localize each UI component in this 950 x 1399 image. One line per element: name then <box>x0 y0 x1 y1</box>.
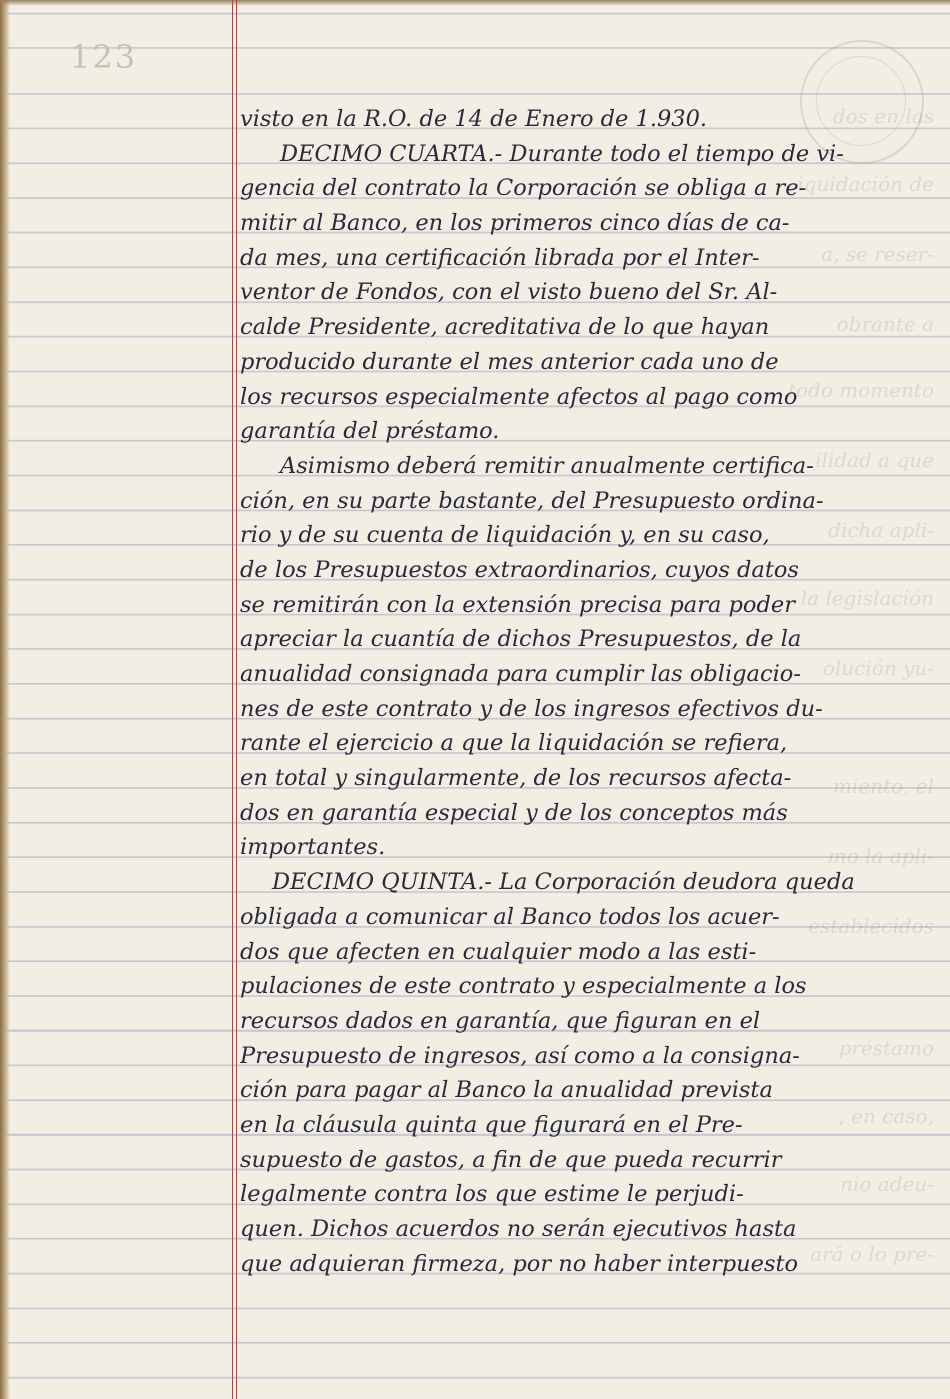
text-line: se remitirán con la extensión precisa para poder <box>240 591 795 618</box>
text-line: gencia del contrato la Corporación se obliga a re- <box>240 175 807 202</box>
text-line: anualidad consignada para cumplir las obligacio- <box>240 661 801 687</box>
text-line: rio y de su cuenta de liquidación y, en su caso, <box>240 522 770 549</box>
page-number: 123 <box>70 38 138 76</box>
text-line: garantía del préstamo. <box>240 418 500 445</box>
text-line: quen. Dichos acuerdos no serán ejecutivos hasta <box>240 1216 797 1242</box>
text-line: importantes. <box>240 834 386 861</box>
text-line: ción para pagar al Banco la anualidad prevista <box>240 1077 773 1104</box>
text-line: da mes, una certificación librada por el Inter- <box>240 244 760 271</box>
text-line: los recursos especialmente afectos al pago como <box>240 383 798 410</box>
text-line: que adquieran firmeza, por no haber interpuesto <box>240 1250 799 1277</box>
text-line: producido durante el mes anterior cada uno de <box>240 348 779 375</box>
text-line: visto en la R.O. de 14 de Enero de 1.930. <box>240 106 708 132</box>
text-line: ción, en su parte bastante, del Presupuesto ordina- <box>240 487 824 514</box>
margin-rule-right <box>236 0 237 1399</box>
text-line: nes de este contrato y de los ingresos efectivos du- <box>240 695 823 722</box>
text-line: de los Presupuestos extraordinarios, cuyos datos <box>240 556 799 583</box>
margin-rule-left <box>232 0 233 1399</box>
text-line: dos en garantía especial y de los conceptos más <box>240 799 788 826</box>
text-line: calde Presidente, acreditativa de lo que hayan <box>240 314 770 341</box>
text-line: en total y singularmente, de los recursos afecta- <box>240 765 792 792</box>
text-line: en la cláusula quinta que figurará en el Pre- <box>240 1111 743 1138</box>
text-line: supuesto de gastos, a fin de que pueda recurrir <box>240 1146 782 1173</box>
text-line: rante el ejercicio a que la liquidación se refiera, <box>240 730 788 757</box>
text-line: recursos dados en garantía, que figuran en el <box>240 1007 761 1034</box>
text-line: Presupuesto de ingresos, así como a la consigna- <box>240 1042 800 1069</box>
text-line: Asimismo deberá remitir anualmente certifica- <box>280 452 814 479</box>
page-top-edge <box>0 0 950 6</box>
bleed-through-text: dos en las iquidación de a, se reser- obrante a todo momento ilidad a que dicha apli- la legislación olución yu- miento, el mo la apli- establecidos préstamo , en caso, nio adeu- ará o lo pre- <box>787 104 934 1266</box>
text-line: mitir al Banco, en los primeros cinco días de ca- <box>240 210 790 237</box>
text-line: obligada a comunicar al Banco todos los acuer- <box>240 903 780 930</box>
text-line: DECIMO QUINTA.- La Corporación deudora queda <box>272 869 855 896</box>
text-line: pulaciones de este contrato y especialmente a los <box>240 973 807 1000</box>
text-line: ventor de Fondos, con el visto bueno del Sr. Al- <box>240 279 778 306</box>
text-line: dos que afecten en cualquier modo a las esti- <box>240 938 757 965</box>
page-left-edge <box>0 0 10 1399</box>
text-line: legalmente contra los que estime le perjudi- <box>240 1181 744 1208</box>
text-line: DECIMO CUARTA.- Durante todo el tiempo de vi- <box>280 140 844 167</box>
text-line: apreciar la cuantía de dichos Presupuestos, de la <box>240 626 802 653</box>
handwritten-body <box>240 102 920 1281</box>
